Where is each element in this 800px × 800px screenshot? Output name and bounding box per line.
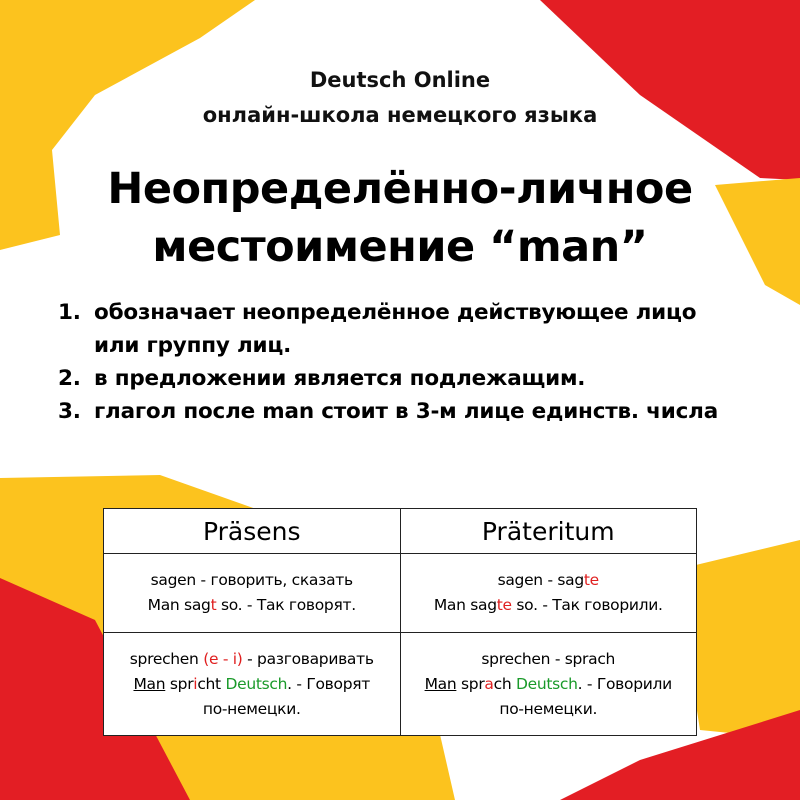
subject-man: Man — [424, 674, 457, 693]
cell-praeteritum-sprechen — [400, 633, 697, 736]
cell-line: sagen - говорить, сказать — [150, 571, 353, 589]
list-item-text — [94, 296, 778, 362]
cell-text: sagen - sag — [497, 571, 584, 589]
cell-text: spr — [456, 674, 485, 693]
cell-text: so. - Так говорят. — [216, 596, 356, 614]
brand-subtitle: онлайн-школа немецкого языка — [202, 103, 598, 127]
brand-name: Deutsch Online — [309, 68, 491, 92]
cell-text: Man sag — [147, 596, 211, 614]
cell-text: Man sag — [433, 596, 497, 614]
ending-highlight: te — [496, 596, 512, 614]
table-row — [104, 633, 697, 736]
vowel-highlight: i — [193, 674, 198, 693]
page-title — [0, 160, 800, 276]
cell-text: - разговаривать — [242, 649, 374, 668]
list-item-number: 3. — [58, 399, 81, 424]
cell-line: по-немецки. — [499, 699, 598, 718]
table-header-row — [104, 509, 697, 554]
cell-text: ch — [493, 674, 516, 693]
cell-text: . - Говорили — [577, 674, 672, 693]
conjugation-table — [103, 508, 697, 736]
cell-text: cht — [197, 674, 226, 693]
ending-highlight: te — [583, 571, 599, 589]
header-praesens: Präsens — [104, 509, 401, 554]
table-row — [104, 554, 697, 633]
list-item — [58, 362, 778, 395]
list-item-text: глагол после man стоит в 3-м лице единств. числа — [94, 399, 718, 424]
list-item-text: в предложении является подлежащим. — [94, 366, 586, 391]
cell-praesens-sagen — [104, 554, 401, 633]
cell-text: . - Говорят — [287, 674, 370, 693]
list-item-line: обозначает неопределённое действующее лицо — [94, 300, 697, 325]
list-item-number: 1. — [58, 300, 81, 325]
ending-highlight: t — [210, 596, 217, 614]
list-item-number: 2. — [58, 366, 81, 391]
cell-line: по-немецки. — [202, 699, 301, 718]
cell-text: sprechen — [129, 649, 204, 668]
cell-praesens-sprechen — [104, 633, 401, 736]
cell-praeteritum-sagen — [400, 554, 697, 633]
page-title-line-1: Неопределённо-личное — [107, 164, 693, 214]
list-item-line: или группу лиц. — [94, 333, 292, 358]
cell-text: spr — [165, 674, 194, 693]
object-highlight: Deutsch — [515, 674, 578, 693]
vowel-change-highlight: (e - i) — [203, 649, 243, 668]
page-title-line-2: местоимение “man” — [152, 222, 648, 272]
header-praeteritum: Präteritum — [400, 509, 697, 554]
vowel-highlight: a — [484, 674, 494, 693]
list-item — [58, 395, 778, 428]
rules-list — [58, 296, 778, 428]
object-highlight: Deutsch — [225, 674, 288, 693]
cell-line: sprechen - sprach — [481, 649, 616, 668]
list-item — [58, 296, 778, 362]
subject-man: Man — [133, 674, 166, 693]
cell-text: so. - Так говорили. — [511, 596, 663, 614]
